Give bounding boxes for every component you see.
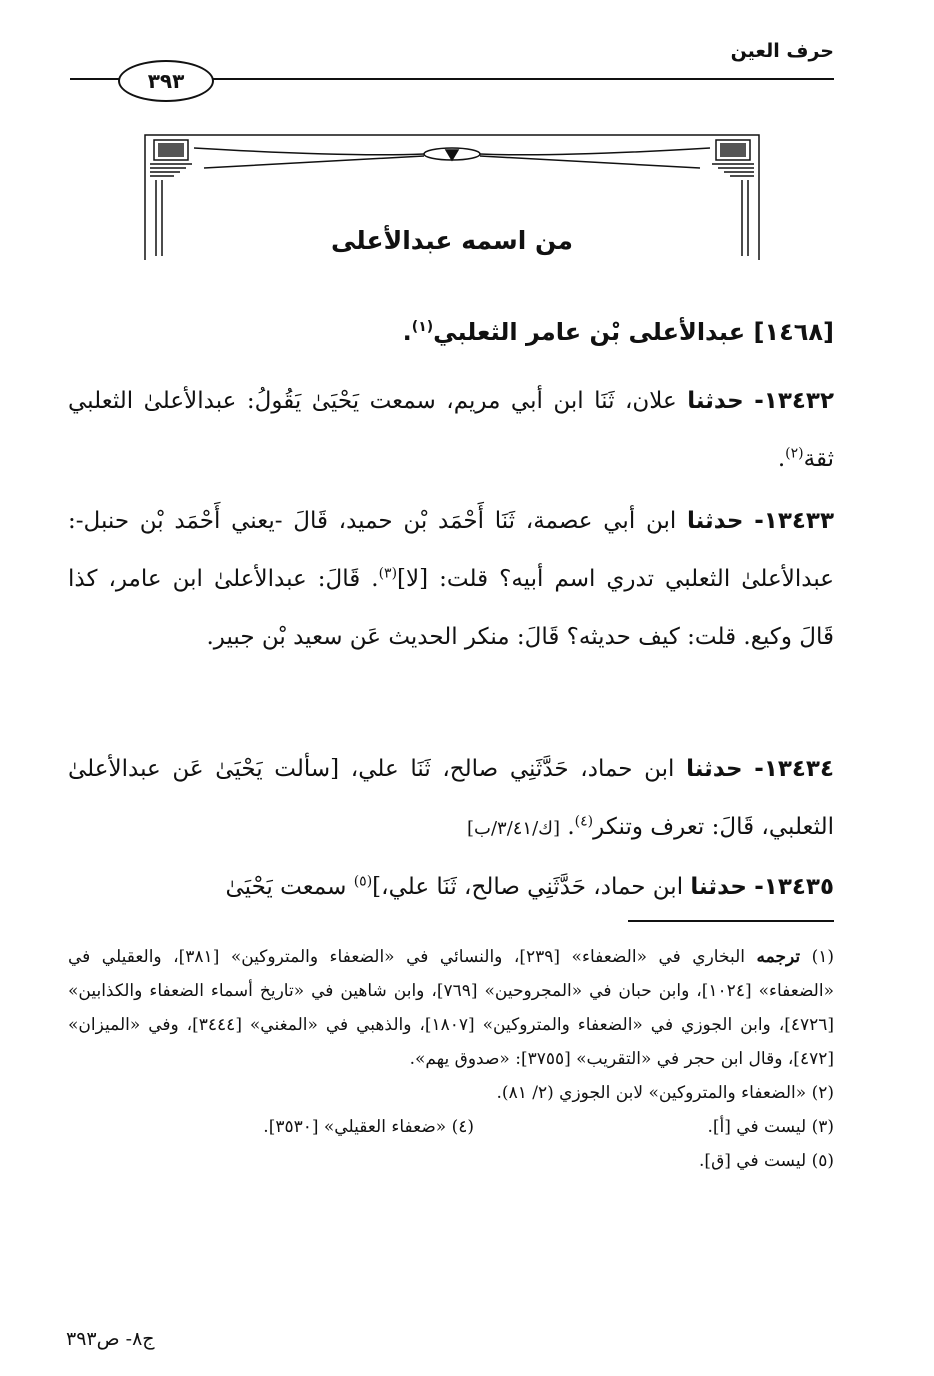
hadith-number: ١٣٤٣٢- [754,388,834,414]
hadith-text: علان، ثَنَا ابن أبي مريم، سمعت يَحْيَىٰ يَقُولُ: عبدالأعلىٰ الثعلبي ثقة [68,388,834,472]
hadith-text-after: سمعت يَحْيَىٰ [225,874,354,900]
hadith-text: ابن حماد، حَدَّثَنِي صالح، ثَنَا علي،] [372,874,684,900]
footnote [68,1076,834,1110]
page-number-badge [118,60,214,102]
hadith-keyword: حدثنا [686,508,744,534]
footnote-ref: (٢) [785,445,804,462]
entry-heading-text: [١٤٦٨] عبدالأعلى بْن عامر الثعلبي [433,318,834,346]
hadith-number: ١٣٤٣٥- [754,874,834,900]
hadith-paragraph [68,492,834,666]
footnote-ref: (٣) [378,565,398,582]
footnote-rule [628,920,834,922]
hadith-keyword: حدثنا [686,756,743,782]
hadith-paragraph [68,372,834,488]
footnote-text: ليست في [أ]. [707,1117,807,1137]
hadith-text: ابن حماد، حَدَّثَنِي صالح، ثَنَا علي، [سألت يَحْيَىٰ عَن عبدالأعلىٰ الثعلبي، قَالَ: تعرف وتنكر [68,756,834,840]
chapter-title: حرف العين [730,40,834,62]
footnote [474,1110,834,1144]
hadith-keyword: حدثنا [690,874,747,900]
footnote-marker: (٢) [811,1083,834,1103]
footnote-ref: (٤) [574,813,594,830]
footnote-row [68,1110,834,1144]
footnote-marker: (٥) [811,1151,834,1171]
hadith-text-after: . [567,814,575,840]
footnote-keyword: ترجمه [756,947,801,967]
volume-page-reference: ج٨- ص٣٩٣ [66,1328,155,1350]
manuscript-citation: [ك/٣/٤١/ب] [466,818,561,839]
hadith-text-after: . قَالَ: عبدالأعلىٰ ابن عامر، كذا قَالَ وكيع. قلت: كيف حديثه؟ قَالَ: منكر الحديث عَن سعيد بْن جبير. [68,566,834,650]
entry-heading-end: . [402,318,412,346]
hadith-text-end: . [777,446,786,472]
footnote-text: «الضعفاء والمتروكين» لابن الجوزي (٢/ ٨١). [496,1083,807,1103]
footnote-marker: (٣) [811,1117,834,1137]
footnotes [68,940,834,1178]
footnote-text: ليست في [ق]. [699,1151,807,1171]
hadith-text: ابن أبي عصمة، ثَنَا أَحْمَد بْن حميد، قَالَ -يعني أَحْمَد بْن حنبل-: عبدالأعلىٰ الثعلبي تدري اسم أبيه؟ قلت: [لا] [68,508,834,592]
entry-heading [100,318,834,346]
footnote-marker: (٤) [451,1117,474,1137]
footnote-ref: (١) [411,319,434,335]
footnote [68,940,834,1076]
section-title: من اسمه عبدالأعلى [331,226,573,255]
hadith-paragraph [68,858,834,916]
hadith-keyword: حدثنا [687,388,744,414]
footnote [68,1144,834,1178]
footnote-ref: (٥) [353,873,373,890]
hadith-paragraph [68,740,834,858]
footnote-text: البخاري في «الضعفاء» [٢٣٩]، والنسائي في «الضعفاء والمتروكين» [٣٨١]، والعقيلي في «الضعفاء» [١٠٢٤]، وابن حبان في «المجروحين» [٧٦٩]، وابن شاهين في «تاريخ أسماء الضعفاء والكذابين» [٤٧٢٦]، وابن الجوزي في «الضعفاء والمتروكين» [١٨٠٧]، والذهبي في «المغني» [٣٤٤٤]، وفي «الميزان» [٤٧٢]، وقال ابن حجر في «التقريب» [٣٧٥٥]: «صدوق يهم». [68,947,835,1069]
footnote [263,1110,474,1144]
hadith-number: ١٣٤٣٤- [754,756,835,782]
footnote-marker: (١) [811,947,835,967]
hadith-number: ١٣٤٣٣- [754,508,834,534]
footnote-text: «ضعفاء العقيلي» [٣٥٣٠]. [263,1117,447,1137]
page-number: ٣٩٣ [147,69,185,93]
